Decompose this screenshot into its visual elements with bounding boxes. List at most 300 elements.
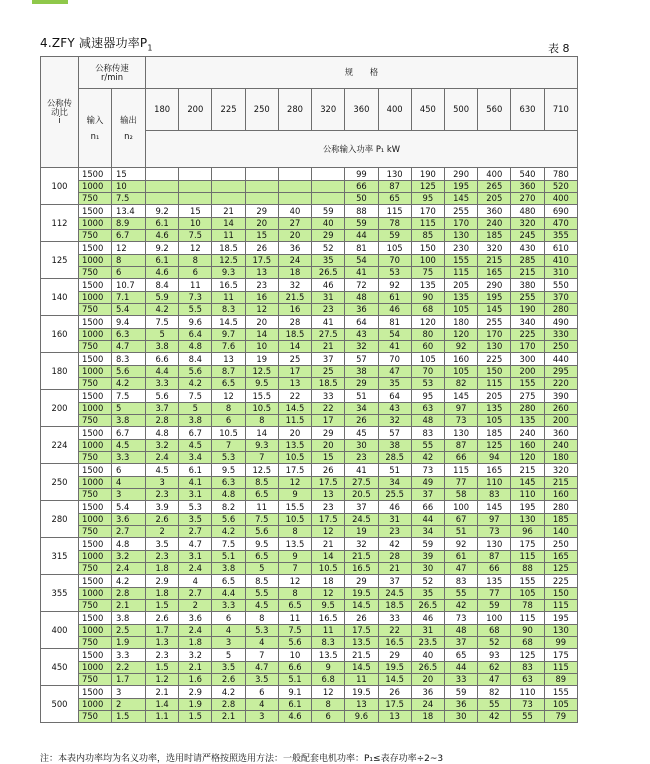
power-cell: 14.5 xyxy=(345,662,378,674)
table-row xyxy=(41,366,578,378)
input-speed-cell: 750 xyxy=(79,600,112,612)
power-cell: 59 xyxy=(378,230,411,242)
power-cell: 240 xyxy=(544,440,577,452)
power-cell: 145 xyxy=(478,501,511,514)
power-cell: 1.8 xyxy=(179,637,212,649)
power-cell: 8 xyxy=(312,699,345,711)
power-cell: 3.7 xyxy=(146,403,179,415)
power-cell: 150 xyxy=(544,588,577,600)
footnote: 注：本表内功率均为名义功率，选用时请严格按照选用方法：一般配套电机功率：P₁≤表存功率÷2~3 xyxy=(40,754,444,764)
power-cell: 72 xyxy=(345,279,378,292)
header-row-speed xyxy=(41,57,578,89)
power-cell: 32 xyxy=(278,279,311,292)
power-cell: 37 xyxy=(312,353,345,366)
ratio-header-line1: 公称传 xyxy=(46,98,73,109)
power-cell: 40 xyxy=(312,218,345,230)
power-cell: 94 xyxy=(478,452,511,464)
power-cell: 10.5 xyxy=(212,427,245,440)
power-cell: 180 xyxy=(544,452,577,464)
power-cell: 35 xyxy=(312,255,345,267)
power-cell: 60 xyxy=(411,341,444,353)
power-cell: 12 xyxy=(312,686,345,699)
power-cell: 99 xyxy=(345,168,378,181)
power-cell: 88 xyxy=(345,205,378,218)
table-row xyxy=(41,452,578,464)
power-cell: 21 xyxy=(312,341,345,353)
power-cell: 26.5 xyxy=(411,600,444,612)
power-cell: 12 xyxy=(179,242,212,255)
power-cell: 59 xyxy=(312,205,345,218)
power-cell: 81 xyxy=(345,242,378,255)
power-cell: 110 xyxy=(478,477,511,489)
power-cell: 7 xyxy=(278,563,311,575)
power-cell: 11 xyxy=(179,279,212,292)
power-cell: 73 xyxy=(444,612,477,625)
power-cell: 5.6 xyxy=(245,526,278,538)
power-cell: 20.5 xyxy=(345,489,378,501)
output-speed-cell: 3.8 xyxy=(112,612,146,625)
power-cell: 10 xyxy=(245,341,278,353)
power-cell: 3.4 xyxy=(179,452,212,464)
power-cell: 105 xyxy=(378,242,411,255)
power-cell: 8.2 xyxy=(212,501,245,514)
ratio-cell: 315 xyxy=(41,538,79,575)
power-cell: 21.5 xyxy=(278,292,311,304)
table-row xyxy=(41,255,578,267)
power-cell: 21 xyxy=(378,563,411,575)
input-label: 输入 xyxy=(86,114,104,125)
power-cell: 300 xyxy=(511,353,544,366)
power-cell: 6 xyxy=(179,267,212,279)
power-cell: 4.8 xyxy=(212,489,245,501)
power-cell: 275 xyxy=(511,390,544,403)
power-cell: 165 xyxy=(544,551,577,563)
power-cell: 165 xyxy=(478,267,511,279)
power-cell: 95 xyxy=(411,193,444,205)
power-cell: 7.5 xyxy=(245,514,278,526)
power-cell: 80 xyxy=(411,329,444,341)
power-cell: 200 xyxy=(511,366,544,378)
output-speed-cell: 3.2 xyxy=(112,551,146,563)
table-row xyxy=(41,600,578,612)
power-cell: 70 xyxy=(378,353,411,366)
power-cell: 2.3 xyxy=(146,489,179,501)
table-row xyxy=(41,205,578,218)
power-cell: 31 xyxy=(312,292,345,304)
power-cell: 130 xyxy=(544,625,577,637)
power-cell: 125 xyxy=(544,563,577,575)
input-speed-cell: 1000 xyxy=(79,551,112,563)
power-cell: 51 xyxy=(444,526,477,538)
power-cell: 20 xyxy=(245,218,278,230)
power-cell: 125 xyxy=(411,181,444,193)
power-cell: 21.5 xyxy=(345,649,378,662)
power-cell: 25.5 xyxy=(378,489,411,501)
power-cell: 270 xyxy=(511,193,544,205)
power-cell: 16.5 xyxy=(312,612,345,625)
output-speed-cell: 3.3 xyxy=(112,649,146,662)
size-header: 250 xyxy=(245,89,278,131)
power-cell: 4.1 xyxy=(179,477,212,489)
power-cell: 36 xyxy=(278,242,311,255)
power-cell: 120 xyxy=(411,316,444,329)
power-cell: 87 xyxy=(444,440,477,452)
power-cell: 52 xyxy=(312,242,345,255)
power-cell: 19.5 xyxy=(378,662,411,674)
power-cell: 240 xyxy=(478,218,511,230)
input-speed-cell: 750 xyxy=(79,637,112,649)
power-cell: 47 xyxy=(478,674,511,686)
power-cell: 2.8 xyxy=(146,415,179,427)
power-cell: 215 xyxy=(544,477,577,489)
output-speed-cell: 6 xyxy=(112,464,146,477)
power-cell: 59 xyxy=(444,686,477,699)
power-cell: 7.5 xyxy=(179,390,212,403)
power-cell: 63 xyxy=(511,674,544,686)
power-cell: 64 xyxy=(378,390,411,403)
power-cell: 31 xyxy=(411,625,444,637)
input-speed-cell: 750 xyxy=(79,267,112,279)
power-cell: 23 xyxy=(245,279,278,292)
power-cell: 9.6 xyxy=(179,316,212,329)
table-row xyxy=(41,329,578,341)
power-cell xyxy=(146,181,179,193)
power-cell: 7 xyxy=(212,440,245,452)
power-cell: 42 xyxy=(444,600,477,612)
output-speed-cell: 5.4 xyxy=(112,501,146,514)
power-cell: 16.5 xyxy=(212,279,245,292)
power-cell: 82 xyxy=(478,686,511,699)
power-cell: 96 xyxy=(511,526,544,538)
power-cell: 160 xyxy=(544,489,577,501)
power-cell: 16 xyxy=(278,304,311,316)
table-row xyxy=(41,353,578,366)
output-speed-cell: 6.3 xyxy=(112,329,146,341)
table-row xyxy=(41,612,578,625)
power-cell: 34 xyxy=(378,477,411,489)
power-cell: 3.5 xyxy=(146,538,179,551)
table-row xyxy=(41,649,578,662)
power-cell: 38 xyxy=(345,366,378,378)
power-cell: 9.7 xyxy=(212,329,245,341)
power-cell: 5 xyxy=(146,329,179,341)
power-cell: 79 xyxy=(544,711,577,723)
power-cell: 22 xyxy=(312,403,345,415)
power-cell: 9.5 xyxy=(312,600,345,612)
power-cell: 320 xyxy=(511,218,544,230)
size-header: 560 xyxy=(478,89,511,131)
power-cell: 6.6 xyxy=(278,662,311,674)
power-cell: 8.7 xyxy=(212,366,245,378)
power-cell: 360 xyxy=(544,427,577,440)
ratio-cell: 160 xyxy=(41,316,79,353)
power-cell: 2 xyxy=(179,600,212,612)
table-row xyxy=(41,686,578,699)
power-cell: 12 xyxy=(312,526,345,538)
table-row xyxy=(41,538,578,551)
power-cell: 64 xyxy=(345,316,378,329)
ratio-cell: 125 xyxy=(41,242,79,279)
power-cell: 2.9 xyxy=(179,686,212,699)
output-speed-cell: 1.5 xyxy=(112,711,146,723)
power-cell: 115 xyxy=(444,267,477,279)
power-cell: 6.5 xyxy=(245,489,278,501)
power-cell: 9.2 xyxy=(146,205,179,218)
input-speed-cell: 1000 xyxy=(79,477,112,489)
power-cell: 47 xyxy=(444,563,477,575)
power-cell: 31 xyxy=(378,514,411,526)
input-symbol: n₁ xyxy=(90,131,100,141)
power-cell: 54 xyxy=(345,255,378,267)
input-speed-cell: 750 xyxy=(79,193,112,205)
power-cell: 12.5 xyxy=(212,255,245,267)
power-cell: 11.5 xyxy=(278,415,311,427)
table-row xyxy=(41,699,578,711)
output-speed-cell: 7.5 xyxy=(112,390,146,403)
power-cell: 46 xyxy=(378,501,411,514)
power-cell: 66 xyxy=(444,452,477,464)
power-cell: 105 xyxy=(411,353,444,366)
power-cell: 105 xyxy=(478,415,511,427)
power-cell: 23 xyxy=(312,304,345,316)
power-cell: 50 xyxy=(345,193,378,205)
power-cell: 27 xyxy=(278,218,311,230)
power-cell: 7.5 xyxy=(212,538,245,551)
power-cell: 2.3 xyxy=(146,649,179,662)
power-cell: 6.8 xyxy=(312,674,345,686)
power-cell: 20 xyxy=(411,674,444,686)
table-row xyxy=(41,292,578,304)
power-cell: 21 xyxy=(312,538,345,551)
power-cell: 73 xyxy=(511,699,544,711)
section-title-subscript: 1 xyxy=(147,43,153,53)
power-cell: 8 xyxy=(179,255,212,267)
power-cell: 9.5 xyxy=(245,538,278,551)
power-cell: 195 xyxy=(444,181,477,193)
power-cell: 33 xyxy=(444,674,477,686)
power-cell: 12 xyxy=(278,477,311,489)
output-speed-cell: 2.4 xyxy=(112,563,146,575)
power-cell: 66 xyxy=(345,181,378,193)
power-cell: 4.4 xyxy=(212,588,245,600)
power-cell: 18.5 xyxy=(212,242,245,255)
power-cell: 14.5 xyxy=(212,316,245,329)
power-cell: 83 xyxy=(411,427,444,440)
power-cell: 35 xyxy=(411,588,444,600)
power-cell: 97 xyxy=(478,514,511,526)
output-speed-cell: 2 xyxy=(112,699,146,711)
size-header: 320 xyxy=(312,89,345,131)
power-cell: 29 xyxy=(312,230,345,242)
power-cell: 52 xyxy=(478,637,511,649)
power-cell: 170 xyxy=(511,341,544,353)
input-speed-cell: 1500 xyxy=(79,316,112,329)
input-speed-cell: 750 xyxy=(79,341,112,353)
power-cell: 1.4 xyxy=(146,699,179,711)
power-cell: 26.5 xyxy=(312,267,345,279)
power-cell: 155 xyxy=(511,378,544,390)
power-cell: 125 xyxy=(478,440,511,452)
power-cell: 135 xyxy=(478,575,511,588)
output-speed-cell: 1.7 xyxy=(112,674,146,686)
power-cell xyxy=(212,193,245,205)
output-speed-cell: 8.9 xyxy=(112,218,146,230)
power-cell: 89 xyxy=(544,674,577,686)
output-speed-cell: 5.4 xyxy=(112,304,146,316)
power-cell: 43 xyxy=(378,403,411,415)
output-speed-cell: 10 xyxy=(112,181,146,193)
power-cell: 15.5 xyxy=(245,390,278,403)
power-cell xyxy=(312,168,345,181)
power-cell: 6.6 xyxy=(146,353,179,366)
power-cell: 3 xyxy=(245,711,278,723)
power-cell: 15.5 xyxy=(278,501,311,514)
power-cell: 17.5 xyxy=(245,255,278,267)
power-cell: 170 xyxy=(411,205,444,218)
table-row xyxy=(41,637,578,649)
power-cell: 2.1 xyxy=(146,686,179,699)
output-speed-cell: 6.7 xyxy=(112,230,146,242)
table-row xyxy=(41,218,578,230)
input-speed-cell: 750 xyxy=(79,711,112,723)
power-cell: 57 xyxy=(345,353,378,366)
power-cell: 38 xyxy=(378,440,411,452)
power-cell: 165 xyxy=(478,464,511,477)
power-cell: 1.9 xyxy=(179,699,212,711)
input-speed-cell: 1000 xyxy=(79,292,112,304)
power-cell: 36 xyxy=(345,304,378,316)
size-header: 360 xyxy=(345,89,378,131)
power-cell: 5 xyxy=(179,403,212,415)
power-cell: 320 xyxy=(478,242,511,255)
input-speed-cell: 1000 xyxy=(79,625,112,637)
power-cell: 330 xyxy=(544,329,577,341)
power-cell: 44 xyxy=(444,662,477,674)
input-speed-cell: 1500 xyxy=(79,612,112,625)
power-cell: 265 xyxy=(478,181,511,193)
power-cell: 1.5 xyxy=(146,662,179,674)
input-speed-cell: 1500 xyxy=(79,279,112,292)
power-cell: 12.5 xyxy=(245,464,278,477)
output-speed-cell: 13.4 xyxy=(112,205,146,218)
power-cell: 230 xyxy=(444,242,477,255)
power-cell: 1.5 xyxy=(146,600,179,612)
power-cell: 8 xyxy=(278,526,311,538)
power-table-body xyxy=(41,57,578,723)
power-cell: 215 xyxy=(478,255,511,267)
output-speed-cell: 4.5 xyxy=(112,440,146,452)
power-cell: 21 xyxy=(212,205,245,218)
power-cell: 160 xyxy=(444,353,477,366)
power-cell: 520 xyxy=(544,181,577,193)
power-cell: 24.5 xyxy=(378,588,411,600)
power-cell: 105 xyxy=(511,588,544,600)
power-cell: 99 xyxy=(544,637,577,649)
input-speed-cell: 750 xyxy=(79,526,112,538)
power-cell: 2.8 xyxy=(212,699,245,711)
power-cell xyxy=(212,168,245,181)
power-cell: 135 xyxy=(511,415,544,427)
power-cell: 11 xyxy=(345,674,378,686)
table-row xyxy=(41,168,578,181)
power-cell: 8 xyxy=(212,403,245,415)
output-speed-cell: 4.2 xyxy=(112,575,146,588)
output-speed-cell: 3.6 xyxy=(112,514,146,526)
ratio-cell: 140 xyxy=(41,279,79,316)
table-row xyxy=(41,316,578,329)
output-speed-cell: 5.6 xyxy=(112,366,146,378)
power-cell: 260 xyxy=(544,403,577,415)
output-speed-cell: 4.8 xyxy=(112,538,146,551)
size-header: 180 xyxy=(146,89,179,131)
table-row xyxy=(41,415,578,427)
power-cell: 15 xyxy=(179,205,212,218)
power-cell: 73 xyxy=(411,464,444,477)
power-cell: 130 xyxy=(444,427,477,440)
power-cell: 10.5 xyxy=(245,403,278,415)
power-cell: 55 xyxy=(411,440,444,452)
input-speed-cell: 1500 xyxy=(79,205,112,218)
power-cell: 52 xyxy=(411,575,444,588)
power-cell: 5.5 xyxy=(245,588,278,600)
power-cell: 130 xyxy=(444,230,477,242)
table-row xyxy=(41,378,578,390)
power-cell: 45 xyxy=(345,427,378,440)
power-cell: 17.5 xyxy=(378,699,411,711)
power-cell: 1.2 xyxy=(146,674,179,686)
output-speed-cell: 3 xyxy=(112,489,146,501)
input-speed-cell: 1000 xyxy=(79,403,112,415)
power-cell: 490 xyxy=(544,316,577,329)
power-cell: 3.2 xyxy=(146,440,179,452)
power-cell: 6.7 xyxy=(179,427,212,440)
power-cell: 30 xyxy=(444,711,477,723)
ratio-cell: 450 xyxy=(41,649,79,686)
power-cell: 82 xyxy=(444,378,477,390)
power-cell: 34 xyxy=(411,526,444,538)
power-cell: 12.5 xyxy=(245,366,278,378)
power-cell: 115 xyxy=(544,662,577,674)
power-cell: 150 xyxy=(411,242,444,255)
power-cell: 1.5 xyxy=(179,711,212,723)
power-cell: 3.3 xyxy=(146,378,179,390)
power-cell: 26 xyxy=(312,464,345,477)
power-cell: 400 xyxy=(478,168,511,181)
power-cell: 4.8 xyxy=(146,427,179,440)
power-cell: 5.6 xyxy=(212,514,245,526)
size-header: 710 xyxy=(544,89,577,131)
power-cell: 65 xyxy=(444,649,477,662)
power-cell: 11 xyxy=(278,612,311,625)
power-cell: 3.1 xyxy=(179,551,212,563)
output-speed-cell: 3.3 xyxy=(112,452,146,464)
power-cell: 73 xyxy=(444,415,477,427)
power-cell: 8.5 xyxy=(245,477,278,489)
power-cell: 32 xyxy=(378,415,411,427)
power-cell: 400 xyxy=(544,193,577,205)
power-cell: 440 xyxy=(544,353,577,366)
power-cell: 83 xyxy=(511,662,544,674)
output-speed-cell: 2.5 xyxy=(112,625,146,637)
power-cell: 6 xyxy=(212,415,245,427)
power-cell: 14 xyxy=(312,551,345,563)
power-cell: 92 xyxy=(378,279,411,292)
size-header: 450 xyxy=(411,89,444,131)
power-cell: 2.4 xyxy=(179,563,212,575)
power-table xyxy=(40,56,578,723)
input-speed-cell: 1000 xyxy=(79,329,112,341)
table-row xyxy=(41,427,578,440)
